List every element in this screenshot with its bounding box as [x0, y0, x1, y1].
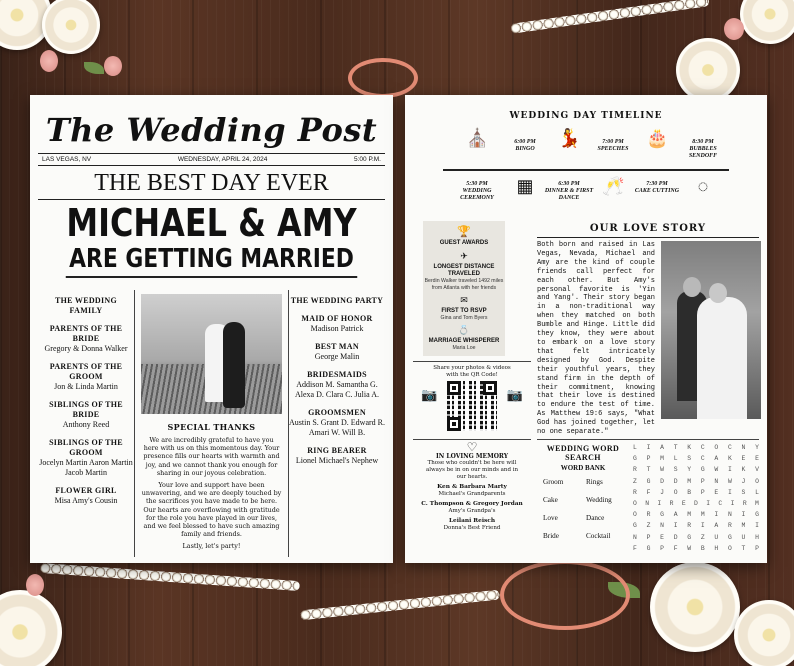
word-search-letter[interactable]: N: [727, 511, 732, 519]
word-search-letter[interactable]: F: [673, 544, 678, 552]
qr-finder: [447, 381, 461, 395]
word-search-letter[interactable]: R: [646, 511, 651, 519]
word-search-letter[interactable]: O: [633, 500, 637, 508]
qr-finder: [483, 381, 497, 395]
word-search-letter[interactable]: D: [694, 500, 698, 508]
church-icon: ⛪: [466, 128, 489, 148]
word-search-letter[interactable]: C: [727, 444, 732, 451]
couple-dance-icon: 💃: [558, 128, 581, 148]
memory-intro: Those who couldn't be here will always be in on our minds and in our hearts.: [425, 460, 519, 480]
word-search-letter[interactable]: M: [687, 511, 692, 519]
photo-bride-head: [709, 283, 727, 303]
timeline-time: 6:00 PM: [514, 139, 536, 145]
word-search-letter[interactable]: R: [742, 500, 747, 508]
word-search-letter[interactable]: W: [660, 466, 664, 474]
word-search-letter[interactable]: G: [727, 533, 732, 541]
ribbon: [348, 58, 418, 98]
thanks-paragraph: Your love and support have been unwavering, and we are deeply touched by the sacrifices you have made to be here. Our hearts are overflowing with gratitude for the role you have played in our lives, and we feel blessed to have such amazing family and friends.: [141, 481, 282, 539]
word-search-letter[interactable]: G: [646, 477, 651, 485]
word-search-row: [633, 543, 759, 554]
word-search-letter[interactable]: A: [714, 522, 719, 530]
memory-name: Ken & Barbara Marty: [437, 484, 507, 490]
rose-flower: [676, 38, 740, 102]
timeline-bubbles: [675, 175, 731, 197]
section-names: Jon & Linda Martin: [54, 382, 118, 391]
love-story: [537, 221, 759, 437]
word-bank-item: Wedding: [586, 496, 612, 504]
memory-role: Donna's Best Friend: [443, 525, 501, 531]
award-title: FIRST TO RSVP: [441, 308, 487, 314]
word-search-letter[interactable]: N: [645, 500, 650, 508]
word-search-letter[interactable]: I: [741, 511, 746, 519]
word-search-letter[interactable]: I: [727, 488, 732, 496]
qr-finder: [447, 417, 461, 431]
word-search-letter[interactable]: C: [700, 455, 705, 463]
center-column: [134, 290, 289, 557]
word-search-letter[interactable]: G: [660, 511, 664, 519]
dateline: [38, 153, 385, 166]
word-search-letter[interactable]: O: [673, 488, 678, 496]
section-names: Anthony Reed: [62, 420, 110, 429]
word-search-letter[interactable]: A: [714, 455, 719, 463]
word-search-letter[interactable]: Y: [687, 466, 692, 474]
word-search-letter[interactable]: P: [646, 455, 651, 463]
masthead: The Wedding Post: [45, 111, 378, 149]
word-search-letter[interactable]: R: [727, 522, 732, 530]
section-names: George Malin: [314, 352, 360, 361]
section-heading: THE WEDDING FAMILY: [54, 296, 118, 315]
section-names: Austin S. Grant D. Edward R. Amari W. Will B.: [289, 418, 385, 437]
word-search-letter[interactable]: K: [741, 466, 746, 474]
rings-icon: 💍: [458, 324, 470, 335]
word-search-letter[interactable]: R: [669, 500, 674, 508]
word-search-letter[interactable]: G: [633, 455, 637, 463]
front-columns: [38, 290, 385, 557]
word-search-letter[interactable]: I: [706, 500, 711, 508]
word-bank-item: Cocktail: [586, 532, 611, 540]
word-search-letter[interactable]: D: [673, 477, 678, 485]
word-search-letter[interactable]: R: [633, 488, 637, 496]
rose-bud: [40, 50, 58, 72]
word-search-letter[interactable]: F: [633, 544, 637, 552]
word-search-letter[interactable]: M: [741, 522, 746, 530]
word-search-row: [633, 442, 759, 453]
wedding-family-column: [38, 290, 134, 557]
word-search-letter[interactable]: W: [714, 466, 719, 474]
headline-names: MICHAEL & AMY: [66, 201, 357, 245]
word-search-letter[interactable]: W: [687, 544, 692, 552]
date: WEDNESDAY, APRIL 24, 2024: [177, 156, 268, 163]
word-search-letter[interactable]: L: [673, 455, 678, 463]
word-search-letter[interactable]: A: [673, 511, 678, 519]
word-search-letter[interactable]: Z: [700, 533, 705, 541]
love-story-title: OUR LOVE STORY: [537, 223, 759, 238]
word-search-row: [633, 509, 759, 520]
word-search-letter[interactable]: G: [687, 533, 692, 541]
word-search-letter[interactable]: J: [741, 477, 746, 485]
photo-groom-head: [683, 277, 701, 297]
word-search-letter[interactable]: T: [741, 544, 746, 552]
award-title: MARRIAGE WHISPERER: [428, 337, 500, 344]
thanks-paragraph: We are incredibly grateful to have you here with us on this momentous day. Your presence fills our hearts with warmth and joy, and we cannot thank you enough for sharing in our joyous celebration.: [143, 436, 280, 477]
word-search-letter[interactable]: C: [700, 444, 705, 451]
word-search-letter[interactable]: K: [687, 444, 692, 451]
timeline-time: 7:00 PM: [602, 139, 624, 145]
word-search-row: [633, 453, 759, 464]
word-search-grid[interactable]: [633, 442, 759, 554]
word-search-letter[interactable]: U: [741, 533, 746, 541]
rose-flower: [734, 600, 794, 666]
bingo-card-icon: ▦: [516, 176, 534, 196]
word-search-letter[interactable]: G: [646, 544, 651, 552]
word-search-letter[interactable]: I: [673, 522, 678, 530]
section-heading: BEST MAN: [315, 342, 359, 351]
word-search-letter[interactable]: W: [727, 477, 732, 485]
word-search-letter[interactable]: T: [646, 466, 651, 474]
word-search-letter[interactable]: K: [727, 455, 732, 463]
section-heading: THE WEDDING PARTY: [290, 296, 384, 305]
word-search-letter[interactable]: I: [727, 466, 732, 474]
camera-icon: 📷: [506, 388, 523, 403]
location: LAS VEGAS, NV: [42, 156, 92, 163]
section-names: Madison Patrick: [310, 324, 364, 333]
word-search-row: [633, 487, 759, 498]
word-search-letter[interactable]: O: [714, 444, 719, 451]
word-search-letter[interactable]: E: [741, 455, 746, 463]
word-search-letter[interactable]: G: [755, 511, 759, 519]
word-search-letter[interactable]: F: [646, 488, 651, 496]
word-bank-item: Love: [543, 514, 558, 522]
newspaper-front-page: [30, 95, 393, 563]
timeline-title: WEDDING DAY TIMELINE: [509, 111, 663, 121]
section-heading: GROOMSMEN: [308, 408, 366, 417]
headline-best-day: THE BEST DAY EVER: [38, 170, 385, 200]
word-search-letter[interactable]: U: [714, 533, 719, 541]
word-search-row: [633, 498, 759, 509]
award-value: Gina and Tom Byers: [440, 315, 488, 321]
special-thanks: [141, 422, 282, 551]
rose-bud: [104, 56, 122, 76]
word-bank-title: WORD BANK: [560, 464, 606, 472]
word-search-letter[interactable]: I: [730, 500, 735, 508]
award-title: LONGEST DISTANCE TRAVELED: [433, 264, 495, 277]
word-bank-item: Groom: [543, 478, 564, 486]
section-heading: PARENTS OF THE GROOM: [49, 362, 123, 381]
word-search-letter[interactable]: S: [673, 466, 678, 474]
section-heading: PARENTS OF THE BRIDE: [49, 324, 123, 343]
word-search-letter[interactable]: P: [700, 477, 705, 485]
word-search-letter[interactable]: E: [660, 533, 664, 541]
word-search-letter[interactable]: D: [673, 533, 678, 541]
section-heading: SIBLINGS OF THE GROOM: [49, 438, 123, 457]
word-search-letter[interactable]: M: [687, 477, 692, 485]
word-search-letter[interactable]: G: [700, 466, 705, 474]
word-search-letter[interactable]: L: [755, 488, 759, 496]
in-loving-memory: [413, 439, 531, 532]
word-search-letter[interactable]: B: [700, 544, 705, 552]
word-bank-item: Rings: [586, 478, 603, 486]
timeline-label: DINNER & FIRST DANCE: [544, 188, 594, 201]
photo-bride: [697, 297, 747, 419]
award-value: Maria Loe: [452, 344, 476, 351]
word-search-letter[interactable]: E: [714, 488, 719, 496]
timeline-label: BUBBLES SENDOFF: [688, 146, 718, 159]
word-search-letter[interactable]: O: [755, 477, 759, 485]
word-search-letter[interactable]: I: [657, 500, 662, 508]
word-search-letter[interactable]: S: [687, 455, 692, 463]
word-bank-item: Bride: [543, 532, 559, 540]
timeline-label: CAKE CUTTING: [634, 188, 680, 194]
word-search-letter[interactable]: N: [660, 522, 664, 530]
photo-share-qr: [413, 361, 531, 436]
section-names: Addison M. Samantha G. Alexa D. Clara C. Julia A.: [295, 380, 379, 399]
word-search: [537, 439, 759, 559]
word-search-letter[interactable]: N: [741, 444, 746, 451]
section-heading: SIBLINGS OF THE BRIDE: [49, 400, 123, 419]
ribbon: [500, 560, 630, 630]
timeline-line: [443, 169, 729, 171]
word-search-letter[interactable]: L: [633, 444, 637, 451]
word-search-letter[interactable]: C: [718, 500, 723, 508]
section-heading: MAID OF HONOR: [301, 314, 373, 323]
word-search-letter[interactable]: G: [633, 522, 637, 530]
word-search-letter[interactable]: N: [633, 533, 637, 541]
word-search-letter[interactable]: P: [660, 544, 664, 552]
headline-getting-married: ARE GETTING MARRIED: [66, 244, 357, 278]
word-search-letter[interactable]: B: [687, 488, 692, 496]
heart-icon: ♡: [466, 440, 478, 454]
word-bank-list: [537, 478, 629, 540]
timeline-bubbles-label: [675, 139, 731, 160]
cake-icon: 🎂: [646, 128, 669, 148]
word-search-letter[interactable]: O: [727, 544, 732, 552]
section-names: Lionel Michael's Nephew: [295, 456, 379, 465]
word-search-letter[interactable]: Z: [646, 522, 651, 530]
memory-role: Michael's Grandparents: [438, 491, 506, 497]
word-search-letter[interactable]: I: [700, 522, 705, 530]
wedding-party-column: [289, 290, 385, 557]
section-names: Misa Amy's Cousin: [54, 496, 118, 505]
word-search-letter[interactable]: Z: [633, 477, 637, 485]
memory-title: IN LOVING MEMORY: [435, 453, 509, 460]
rose-bud: [26, 574, 44, 596]
section-heading: FLOWER GIRL: [55, 486, 117, 495]
camera-icon: 📷: [421, 388, 438, 403]
word-search-title: WEDDING WORD SEARCH: [546, 444, 620, 462]
timeline-time: 7:30 PM: [646, 181, 668, 187]
word-bank-item: Dance: [586, 514, 605, 522]
envelope-icon: ✉: [460, 295, 468, 305]
word-search-letter[interactable]: D: [660, 477, 664, 485]
section-names: Jocelyn Martin Aaron Martin Jacob Martin: [39, 458, 133, 477]
word-search-letter[interactable]: M: [755, 500, 759, 508]
word-search-letter[interactable]: N: [714, 477, 719, 485]
guest-awards: [423, 221, 505, 356]
rose-bud: [724, 18, 744, 40]
love-story-text: Both born and raised in Las Vegas, Nevada, Michael and Amy are the kind of couple friends call perfect for each other. But Amy's personal favorite is 'Yin and Yang'. Their story began in a non-traditional way when they matched on both Bumble and Hinge. Little did they know, they were about to embark on a love story that felt intricately designed by God. Despite their youthful years, they stand firm in the depth of their commitment, knowing that their love is destined to endure the test of time. As Matthew 19:6 says, "What God has joined together, let no one separate.": [537, 241, 655, 437]
word-search-letter[interactable]: I: [714, 511, 719, 519]
word-search-letter[interactable]: I: [646, 444, 651, 451]
word-search-letter[interactable]: H: [755, 533, 759, 541]
special-thanks-title: SPECIAL THANKS: [167, 422, 256, 432]
timeline-time: 6:30 PM: [558, 181, 580, 187]
word-bank: [537, 440, 629, 540]
word-search-row: [633, 520, 759, 531]
word-search-letter[interactable]: J: [660, 488, 664, 496]
word-search-letter[interactable]: P: [700, 488, 705, 496]
word-search-letter[interactable]: V: [755, 466, 759, 474]
word-search-letter[interactable]: A: [660, 444, 664, 451]
couple-photo: [661, 241, 761, 419]
toast-glasses-icon: 🥂: [602, 176, 625, 196]
trophy-icon: 🏆: [457, 226, 471, 238]
timeline-time: 5:30 PM: [466, 181, 488, 187]
timeline: [413, 125, 759, 215]
memory-role: Amy's Grandpa's: [448, 508, 496, 514]
word-search-letter[interactable]: T: [673, 444, 678, 451]
word-search-letter[interactable]: I: [755, 522, 759, 530]
timeline-label: BINGO: [515, 146, 535, 152]
word-search-letter[interactable]: S: [741, 488, 746, 496]
word-search-letter[interactable]: E: [681, 500, 686, 508]
newspaper-back-page: [405, 95, 767, 563]
timeline-time: 8:30 PM: [692, 139, 714, 145]
word-search-letter[interactable]: P: [755, 544, 759, 552]
word-bank-item: Cake: [543, 496, 558, 504]
timeline-label: SPEECHES: [597, 146, 629, 152]
timeline-label: WEDDING CEREMONY: [460, 188, 494, 201]
qr-caption: Share your photos & videos with the QR Code!: [433, 365, 511, 378]
section-names: Gregory & Donna Walker: [44, 344, 128, 353]
word-search-letter[interactable]: P: [646, 533, 651, 541]
section-heading: RING BEARER: [307, 446, 367, 455]
section-heading: BRIDESMAIDS: [307, 370, 367, 379]
word-search-row: [633, 532, 759, 543]
awards-title: GUEST AWARDS: [439, 240, 489, 246]
word-search-row: [633, 476, 759, 487]
memory-name: C. Thompson & Gregory Jordan: [421, 501, 523, 507]
time: 5:00 P.M.: [354, 156, 381, 163]
thanks-paragraph: Lastly, let's party!: [182, 542, 241, 551]
word-search-letter[interactable]: M: [660, 455, 664, 463]
word-search-letter[interactable]: Y: [755, 444, 759, 451]
word-search-row: [633, 464, 759, 475]
photo-bride: [223, 322, 245, 408]
couple-photo: [141, 294, 282, 414]
airplane-icon: ✈: [460, 251, 468, 261]
word-search-letter[interactable]: M: [700, 511, 705, 519]
award-value: Berdin Walker traveled 1492 miles from Atlanta with her friends: [424, 278, 504, 291]
qr-code[interactable]: [447, 381, 497, 431]
word-search-letter[interactable]: R: [633, 466, 637, 474]
word-search-letter[interactable]: H: [714, 544, 719, 552]
word-search-letter[interactable]: O: [633, 511, 637, 519]
rose-flower: [650, 562, 740, 652]
bubbles-icon: ◌: [697, 176, 709, 196]
word-search-letter[interactable]: R: [687, 522, 692, 530]
memory-name: Leilani Reisch: [448, 518, 496, 524]
word-search-letter[interactable]: E: [755, 455, 759, 463]
